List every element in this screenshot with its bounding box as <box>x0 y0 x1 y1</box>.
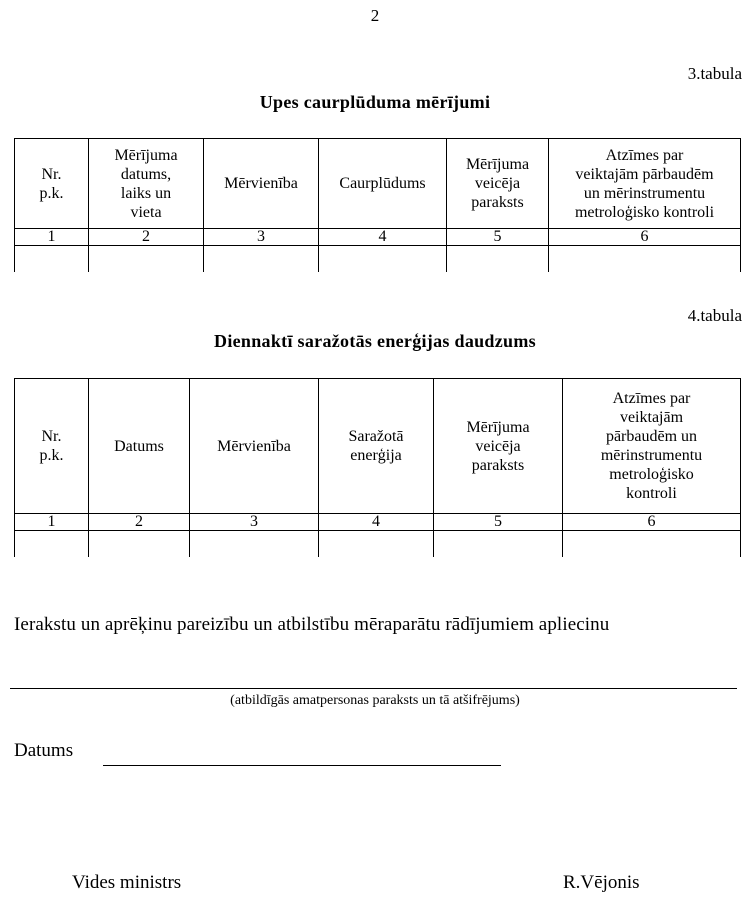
table3-header-paraksts: Mērījuma veicēja paraksts <box>447 139 549 229</box>
table4-empty-row <box>15 531 741 558</box>
table3-number-row <box>15 229 741 246</box>
date-line <box>103 765 501 766</box>
signature-line <box>10 688 737 689</box>
table3-col-number: 6 <box>549 229 741 246</box>
table4-label: 4.tabula <box>687 306 742 325</box>
table3-empty-cell <box>319 246 447 273</box>
table3 <box>14 138 741 272</box>
table4-col-number: 2 <box>89 514 190 531</box>
table4-empty-cell <box>563 531 741 558</box>
table3-empty-row <box>15 246 741 273</box>
table3-col-number: 2 <box>89 229 204 246</box>
table3-header-nr: Nr. p.k. <box>15 139 89 229</box>
table3-empty-cell <box>204 246 319 273</box>
table3-header-caurpludums: Caurplūdums <box>319 139 447 229</box>
table4-header-energija: Saražotā enerģija <box>319 379 434 514</box>
table3-empty-cell <box>447 246 549 273</box>
table4-col-number: 6 <box>563 514 741 531</box>
page-number: 2 <box>370 6 380 25</box>
table4-header-paraksts: Mērījuma veicēja paraksts <box>434 379 563 514</box>
table4-header-mervieniba: Mērvienība <box>190 379 319 514</box>
table4 <box>14 378 741 557</box>
table3-title: Upes caurplūduma mērījumi <box>259 92 491 112</box>
table4-col-number: 1 <box>15 514 89 531</box>
table4-header-nr: Nr. p.k. <box>15 379 89 514</box>
table4-empty-cell <box>434 531 563 558</box>
certification-statement: Ierakstu un aprēķinu pareizību un atbilstību mēraparātu rādījumiem apliecinu <box>14 614 610 635</box>
table3-col-number: 4 <box>319 229 447 246</box>
table4-header-datums: Datums <box>89 379 190 514</box>
table3-header-atzimes: Atzīmes par veiktajām pārbaudēm un mērinstrumentu metroloģisko kontroli <box>549 139 741 229</box>
table3-col-number: 3 <box>204 229 319 246</box>
table3-empty-cell <box>89 246 204 273</box>
table3-label: 3.tabula <box>687 64 742 83</box>
minister-title: Vides ministrs <box>72 872 182 893</box>
table3-col-number: 1 <box>15 229 89 246</box>
table4-title: Diennaktī saražotās enerģijas daudzums <box>214 331 536 351</box>
table4-empty-cell <box>190 531 319 558</box>
date-label: Datums <box>14 740 74 761</box>
table3-empty-cell <box>549 246 741 273</box>
table4-header-atzimes: Atzīmes par veiktajām pārbaudēm un mērinstrumentu metroloģisko kontroli <box>563 379 741 514</box>
table4-number-row <box>15 514 741 531</box>
table3-header-datums: Mērījuma datums, laiks un vieta <box>89 139 204 229</box>
table4-col-number: 4 <box>319 514 434 531</box>
table3-header-row <box>15 139 741 229</box>
table4-empty-cell <box>15 531 89 558</box>
minister-name: R.Vējonis <box>563 872 640 893</box>
table3-header-mervieniba: Mērvienība <box>204 139 319 229</box>
table4-header-row <box>15 379 741 514</box>
table4-col-number: 5 <box>434 514 563 531</box>
table4-empty-cell <box>319 531 434 558</box>
table4-col-number: 3 <box>190 514 319 531</box>
table3-empty-cell <box>15 246 89 273</box>
signature-caption: (atbildīgās amatpersonas paraksts un tā atšifrējums) <box>230 693 520 708</box>
table3-col-number: 5 <box>447 229 549 246</box>
table4-empty-cell <box>89 531 190 558</box>
